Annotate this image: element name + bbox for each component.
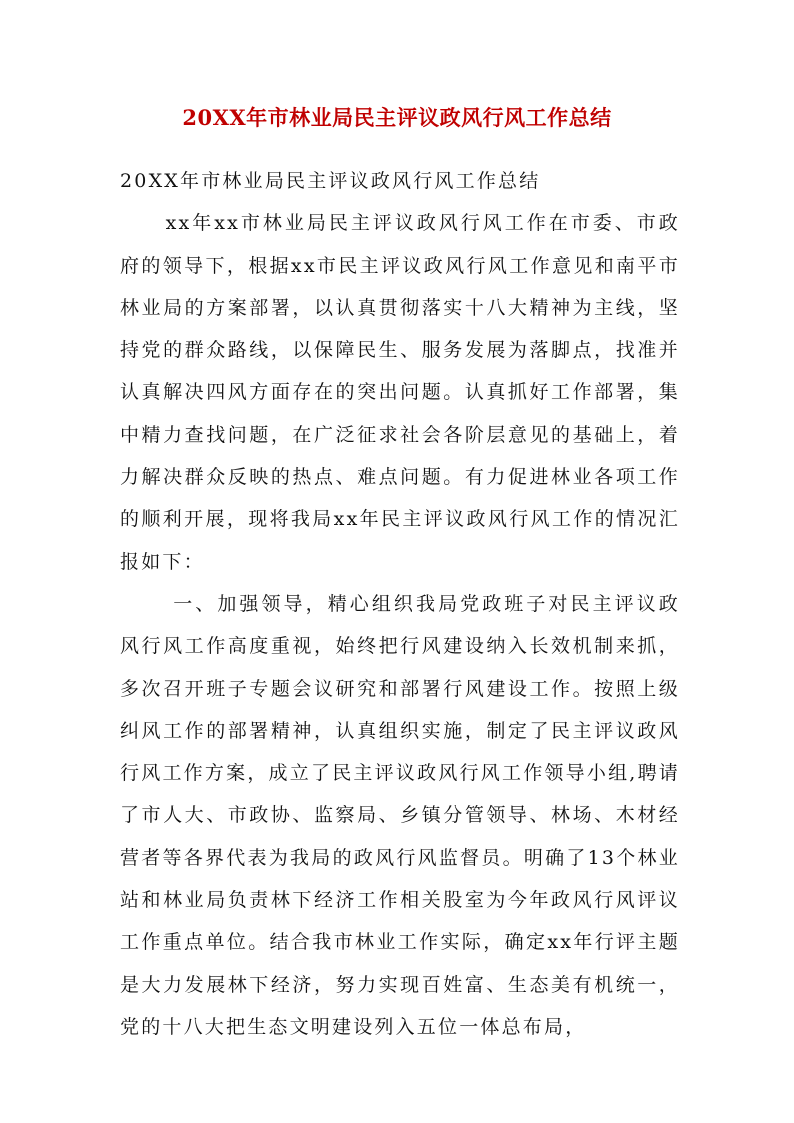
document-body [120,160,680,1048]
intro-paragraph: xx年xx市林业局民主评议政风行风工作在市委、市政府的领导下，根据xx市民主评议政风行风工作意见和南平市林业局的方案部署，以认真贯彻落实十八大精神为主线，坚持党的群众路线，以保障民生、服务发展为落脚点，找准并认真解决四风方面存在的突出问题。认真抓好工作部署，集中精力查找问题，在广泛征求社会各阶层意见的基础上，着力解决群众反映的热点、难点问题。有力促进林业各项工作的顺利开展，现将我局xx年民主评议政风行风工作的情况汇报如下： [120,212,680,573]
document-title: 20XX年市林业局民主评议政风行风工作总结 [182,105,612,130]
section-one-paragraph: 一、加强领导，精心组织我局党政班子对民主评议政风行风工作高度重视，始终把行风建设纳入长效机制来抓，多次召开班子专题会议研究和部署行风建设工作。按照上级纠风工作的部署精神，认真组织实施，制定了民主评议政风行风工作方案，成立了民主评议政风行风工作领导小组,聘请了市人大、市政协、监察局、乡镇分管领导、林场、木材经营者等各界代表为我局的政风行风监督员。明确了13个林业站和林业局负责林下经济工作相关股室为今年政风行风评议工作重点单位。结合我市林业工作实际，确定xx年行评主题是大力发展林下经济，努力实现百姓富、生态美有机统一，党的十八大把生态文明建设列入五位一体总布局， [120,592,680,1038]
document-subtitle: 20XX年市林业局民主评议政风行风工作总结 [120,170,541,192]
